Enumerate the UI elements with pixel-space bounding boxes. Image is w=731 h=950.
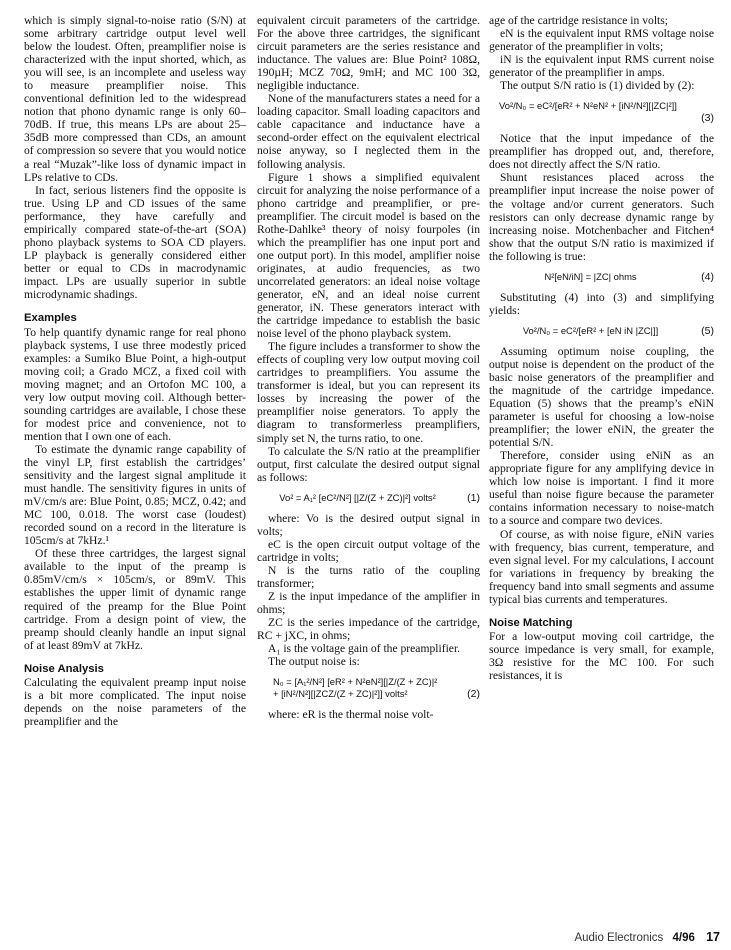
- paragraph: age of the cartridge resistance in volts;: [489, 14, 668, 27]
- paragraph: To help quantify dynamic range for real phono playback systems, I use three modestly priced examples: a Sumiko Blue Point, a high-output moving coil; a Grado MCZ, a fixed coil with moving magnet; and an Ortofon MC 100, a very low output moving coil. Although better-sounding cartridges are available, I chose these for modest price and convenience, not to mention that I own one of each.: [24, 325, 246, 443]
- paragraph: equivalent circuit parameters of the cartridge. For the above three cartridges, the significant circuit parameters are the series resistance and inductance. The values are: Blue Point² 108Ω, 190µH; MCZ 70Ω, 9mH; and MC 100 3Ω, negligible inductance.: [257, 14, 480, 93]
- equation-body: N²[eN/iN] = |ZC| ohms: [544, 270, 637, 282]
- paragraph: Notice that the input impedance of the preamplifier has dropped out, and, therefore, does not directly affect the S/N ratio.: [489, 132, 714, 172]
- section-heading-noise-analysis: Noise Analysis: [24, 662, 104, 675]
- paragraph: Calculating the equivalent preamp input noise is a bit more complicated. The input noise depends on the noise parameters of the preamplifier and the: [24, 676, 246, 729]
- equation-1: [257, 492, 480, 504]
- paragraph: where: Vo is the desired output signal in volts;: [257, 511, 480, 538]
- paragraph: Substituting (4) into (3) and simplifying yields:: [489, 290, 714, 317]
- paragraph: To calculate the S/N ratio at the preamplifier output, first calculate the desired output signal as follows:: [257, 444, 480, 484]
- equation-2: [257, 676, 480, 700]
- column-right: [489, 14, 714, 682]
- equation-line: N₀ = [A₁²/N²] [eR² + N²eN²][|Z/(Z + ZC)|²: [273, 676, 438, 688]
- section-heading-noise-matching: Noise Matching: [489, 616, 573, 629]
- page-footer: [520, 930, 720, 944]
- equation-number: (1): [467, 491, 480, 504]
- equation-5: [489, 325, 714, 337]
- equation-body: Vo²/N₀ = eC²/[eR² + N²eN² + [iN²/N²][|ZC|²]]: [499, 100, 677, 112]
- equation-number: (3): [701, 112, 714, 125]
- column-middle: [257, 14, 480, 721]
- paragraph: Therefore, consider using eNiN as an appropriate figure for any amplifying device in which low noise is important. I find it more useful than noise figure because the parameter contains information necessary to noise-match to a source and compare two devices.: [489, 449, 714, 528]
- paragraph: A₁ is the voltage gain of the preamplifier.: [268, 642, 461, 656]
- equation-number: (5): [701, 324, 714, 337]
- publication-name: Audio Electronics: [574, 932, 664, 944]
- paragraph: In fact, serious listeners find the opposite is true. Using LP and CD issues of the same performance, they have carefully and empirically compared state-of-the-art (SOA) phono playback systems to SOA CD players. LP playback is generally considered either better or equal to CDs in macrodynamic impact. LPs are usually superior in subtle microdynamic shadings.: [24, 183, 246, 301]
- equation-4: [489, 271, 714, 283]
- column-left: [24, 14, 246, 728]
- paragraph: Of these three cartridges, the largest signal available to the input of the preamp is 0.85mV/cm/s × 105cm/s, or 89mV. This establishes the upper limit of dynamic range required of the preamp for the Blue Point cartridge. From a design point of view, the preamp should cleanly handle an input signal of at least 89mV at 7kHz.: [24, 547, 246, 652]
- issue-number: 4/96: [672, 932, 695, 944]
- equation-body: Vo² = A₁² [eC²/N²] [|Z/(Z + ZC)|²] volts²: [279, 491, 436, 503]
- paragraph: N is the turns ratio of the coupling transformer;: [257, 563, 480, 590]
- paragraph: The output S/N ratio is (1) divided by (2):: [500, 79, 695, 93]
- paragraph: eC is the open circuit output voltage of the cartridge in volts;: [257, 537, 480, 564]
- paragraph: Assuming optimum noise coupling, the output noise is dependent on the product of the basic noise generators of the preamplifier and the magnitude of the cartridge impedance. Equation (5) shows that the preamp’s eNiN parameter is useful for choosing a low-noise preamplifier; the lower eNiN, the greater the potential S/N.: [489, 344, 714, 450]
- paragraph: iN is the equivalent input RMS current noise generator of the preamplifier in amps.: [489, 53, 714, 80]
- paragraph: None of the manufacturers states a need for a loading capacitor. Small loading capacitors and cable capacitance and inductance have a second-order effect on the equivalent electrical noise anyway, so I neglected them in the following analysis.: [257, 92, 480, 171]
- paragraph: Shunt resistances placed across the preamplifier input increase the noise power of the voltage and/or current generators. Such resistors can only decrease dynamic range by increasing noise. Motchenbacher and Fitchen⁴ show that the output S/N ratio is maximized if the following is true:: [489, 171, 714, 263]
- paragraph: Z is the input impedance of the amplifier in ohms;: [257, 589, 480, 617]
- paragraph: The output noise is:: [268, 655, 360, 669]
- paragraph: The figure includes a transformer to show the effects of coupling very low output moving coil cartridges to preamplifiers. You assume the transformer is ideal, but you can represent its losses by increasing the power of the preamplifier noise generators. To apply the diagram to transformerless preamplifiers, simply set N, the turns ratio, to one.: [257, 340, 480, 445]
- page-number: 17: [706, 930, 720, 944]
- paragraph: Figure 1 shows a simplified equivalent circuit for analyzing the noise performance of a phono cartridge and preamplifier, or pre-preamplifier. The circuit model is based on the Rothe-Dahlke³ theory of noisy fourpoles (in which the preamplifier has one input port and one output port). In this model, amplifier noise originates, at audio frequencies, as two uncorrelated generators: an ideal noise voltage generator, eN, and an ideal noise current generator, iN. These generators interact with the cartridge impedance to establish the basic noise level of the phono playback system.: [257, 170, 480, 341]
- paragraph: eN is the equivalent input RMS voltage noise generator of the preamplifier in volts;: [489, 27, 714, 54]
- paragraph: For a low-output moving coil cartridge, the source impedance is very small, for example, 3Ω resistive for the MC 100. For such resistances, it is: [489, 630, 714, 683]
- paragraph: where: eR is the thermal noise volt-: [268, 708, 434, 722]
- paragraph: Of course, as with noise figure, eNiN varies with frequency, bias current, temperature, and even signal level. For my calculations, I account for variations in frequency by breaking the frequency band into small segments and assume typical bias currents and temperatures.: [489, 527, 714, 606]
- paragraph: ZC is the series impedance of the cartridge, RC + jXC, in ohms;: [257, 616, 480, 643]
- equation-number: (4): [701, 270, 714, 283]
- paragraph: To estimate the dynamic range capability of the vinyl LP, first establish the cartridges’ sensitivity and the largest signal amplitude it must handle. The sensitivity figures in units of mV/cm/s are: Blue Point, 0.85; MCZ, 0.42; and MC 100, 0.018. The worst case (loudest) recorded sound on a record in the literature is 105cm/s at 7kHz.¹: [24, 442, 246, 548]
- section-heading-examples: Examples: [24, 312, 77, 325]
- equation-line: + [iN²/N²][|ZCZ/(Z + ZC)|²]] volts²: [273, 688, 408, 700]
- equation-number: (2): [467, 688, 480, 701]
- equation-body: Vo²/N₀ = eC²/[eR² + [eN iN |ZC|]]: [522, 324, 659, 336]
- equation-body: [257, 676, 458, 700]
- paragraph: which is simply signal-to-noise ratio (S/N) at some arbitrary cartridge output level well below the loudest. Often, preamplifier noise is characterized with the input shorted, which, as you will see, is an incomplete and useless way to measure preamplifier noise. This conventional definition led to the widespread notion that phono dynamic range is only 60–70dB. If true, this means LPs are about 25–35dB more compressed than CDs, an amount of compression so severe that you would notice a real “Muzak”-like loss of dynamic impact in LPs relative to CDs.: [24, 14, 246, 184]
- equation-3: [489, 100, 714, 124]
